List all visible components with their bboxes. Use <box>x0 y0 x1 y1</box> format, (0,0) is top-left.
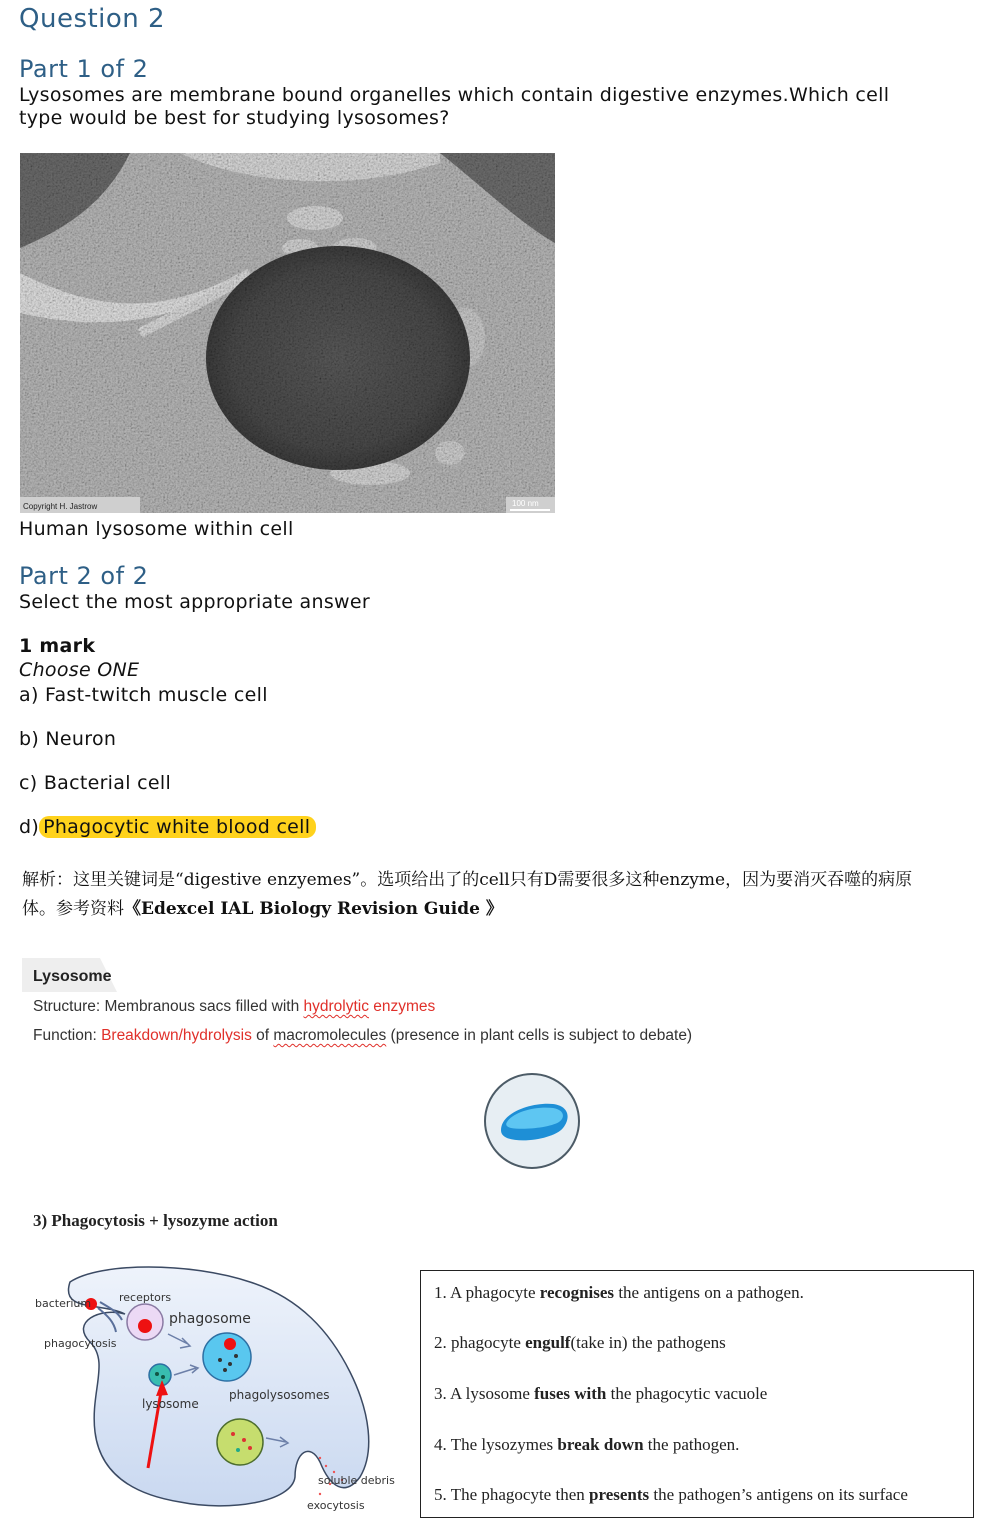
option-letter: c) <box>19 772 38 794</box>
label-phagolysosomes: phagolysosomes <box>229 1388 330 1402</box>
function-label: Function: <box>33 1027 102 1044</box>
phago-section-title: 3) Phagocytosis + lysozyme action <box>33 1211 278 1230</box>
choose-one-label: Choose ONE <box>19 659 140 681</box>
micrograph-scale: 100 nm <box>512 499 539 508</box>
step-2: 2. phagocyte engulf(take in) the pathogens <box>434 1333 726 1352</box>
part1-prompt-line2: type would be best for studying lysosomes? <box>19 107 450 129</box>
option-d-selected[interactable] <box>19 815 316 839</box>
label-soluble-debris: soluble debris <box>318 1474 395 1487</box>
marks-label: 1 mark <box>19 635 96 657</box>
option-letter: d) <box>19 816 40 838</box>
part2-instruction: Select the most appropriate answer <box>19 591 370 613</box>
part1-heading: Part 1 of 2 <box>19 55 149 83</box>
option-text: Fast-twitch muscle cell <box>45 684 268 706</box>
option-b[interactable] <box>19 727 116 751</box>
label-exocytosis: exocytosis <box>307 1499 365 1512</box>
analysis-line2-text: 体。参考资料 <box>22 899 124 919</box>
option-letter: b) <box>19 728 40 750</box>
analysis-line1: 解析：这里关键词是“digestive enzyemes”。选项给出了的cell只有D需要很多这种enzyme，因为要消灭吞噬的病原 <box>22 870 913 890</box>
label-lysosome: lysosome <box>142 1397 199 1411</box>
label-bacterium: bacterium <box>35 1297 92 1310</box>
question-title: Question 2 <box>19 4 166 34</box>
structure-hydrolytic: hydrolytic <box>303 998 369 1015</box>
option-text: Phagocytic white blood cell <box>39 816 316 838</box>
lysosome-micrograph <box>20 153 555 513</box>
step-1: 1. A phagocyte recognises the antigens on a pathogen. <box>434 1283 804 1302</box>
function-of: of <box>251 1027 274 1044</box>
option-letter: a) <box>19 684 39 706</box>
lysosome-card-title: Lysosome <box>33 968 112 985</box>
option-text: Neuron <box>45 728 117 750</box>
micrograph-caption: Human lysosome within cell <box>19 518 294 540</box>
option-c[interactable] <box>19 771 171 795</box>
phagocytosis-diagram <box>30 1262 400 1520</box>
phagocytosis-steps-box <box>420 1270 974 1518</box>
function-breakdown: Breakdown/hydrolysis <box>101 1027 252 1044</box>
step-3: 3. A lysosome fuses with the phagocytic vacuole <box>434 1384 768 1403</box>
lysosome-structure <box>33 998 435 1016</box>
option-text: Bacterial cell <box>43 772 172 794</box>
structure-enzymes: enzymes <box>368 998 436 1015</box>
label-phagocytosis: phagocytosis <box>44 1337 117 1350</box>
step-5: 5. The phagocyte then presents the pathogen’s antigens on its surface <box>434 1485 908 1504</box>
structure-label: Structure: Membranous sacs filled with <box>33 998 304 1015</box>
part2-heading: Part 2 of 2 <box>19 562 149 590</box>
lysosome-function <box>33 1027 692 1045</box>
function-rest: (presence in plant cells is subject to debate) <box>386 1027 693 1044</box>
step-4: 4. The lysozymes break down the pathogen. <box>434 1435 740 1454</box>
label-receptors: receptors <box>119 1291 172 1304</box>
part1-prompt-line1: Lysosomes are membrane bound organelles which contain digestive enzymes.Which cell <box>19 84 890 106</box>
analysis-line2 <box>22 898 503 920</box>
function-macromolecules: macromolecules <box>273 1027 387 1044</box>
label-phagosome: phagosome <box>169 1311 251 1327</box>
lysosome-icon <box>483 1072 581 1170</box>
option-a[interactable] <box>19 683 268 707</box>
reference-book: 《Edexcel IAL Biology Revision Guide 》 <box>124 899 503 919</box>
micrograph-copyright: Copyright H. Jastrow <box>23 502 98 511</box>
